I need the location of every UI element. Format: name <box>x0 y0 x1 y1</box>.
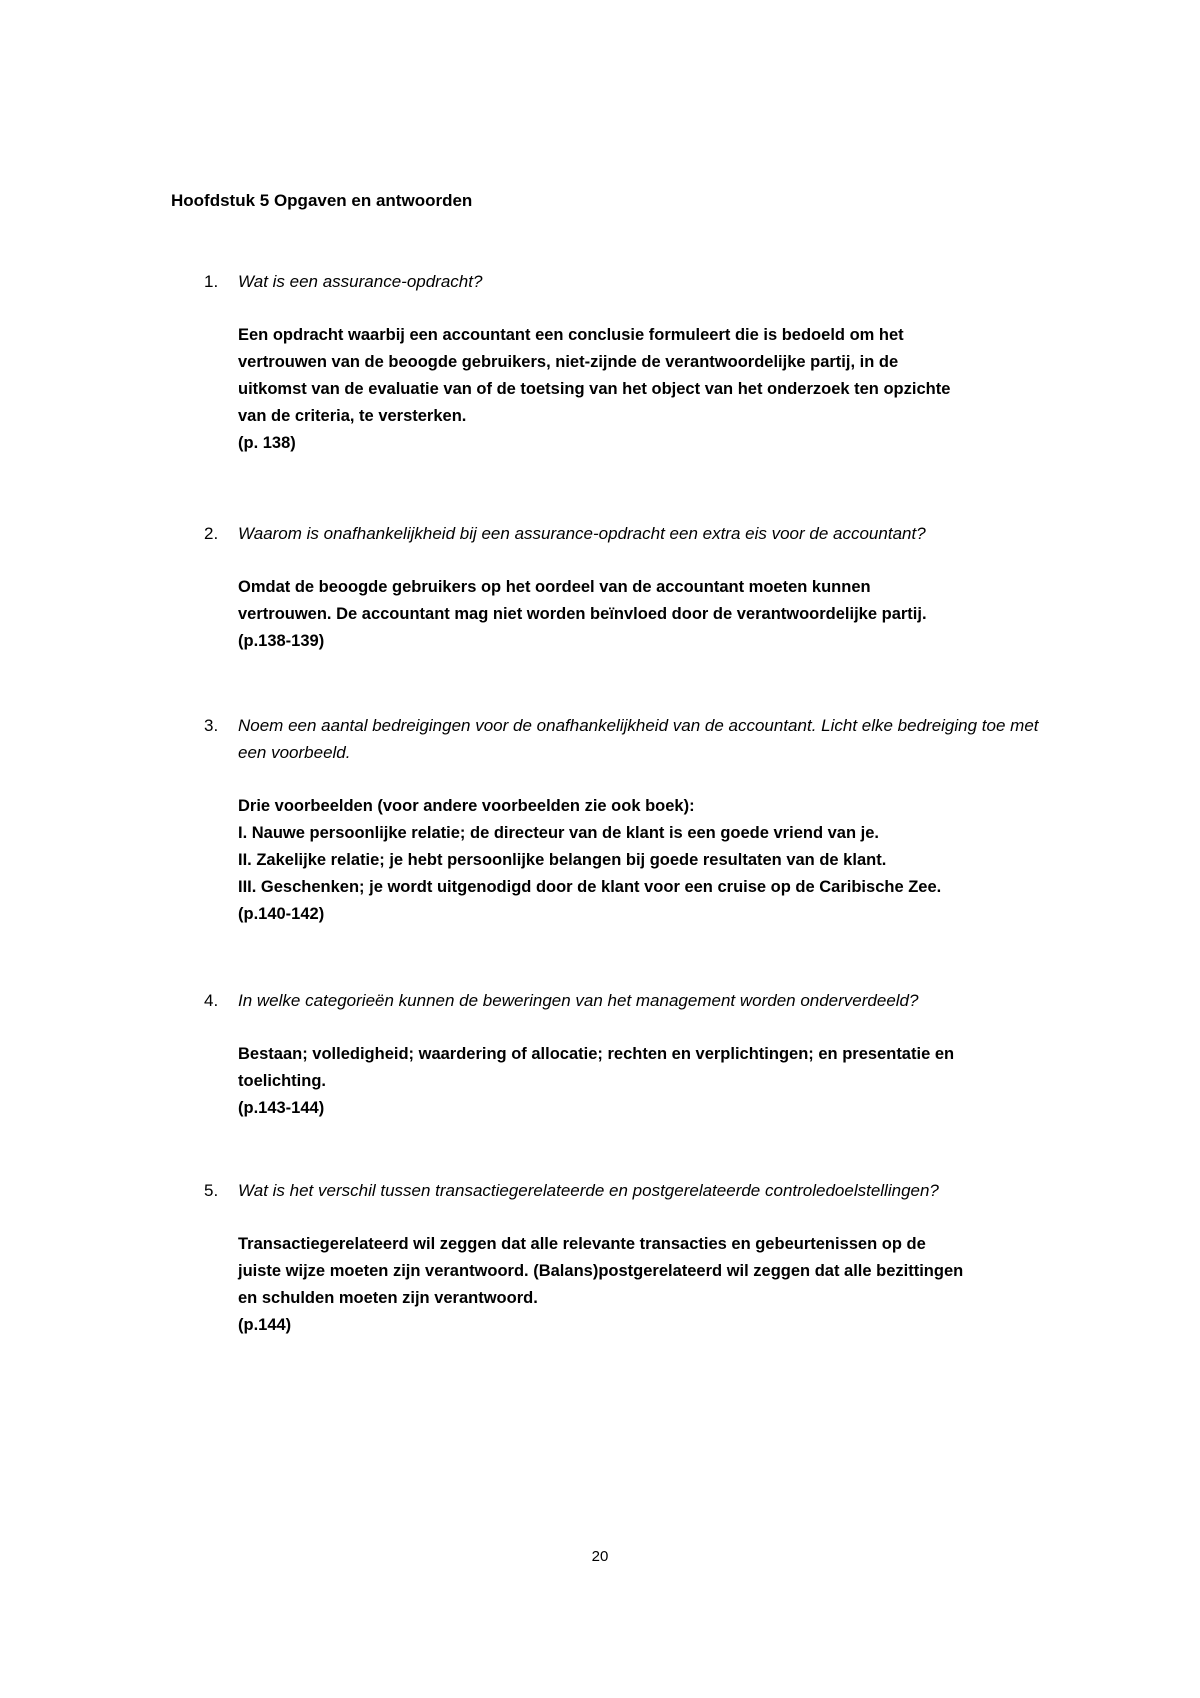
answer-line: vertrouwen. De accountant mag niet worden beïnvloed door de verantwoordelijke partij. <box>238 605 927 623</box>
answer-line: Omdat de beoogde gebruikers op het oordeel van de accountant moeten kunnen <box>238 578 871 596</box>
answer-line: I. Nauwe persoonlijke relatie; de directeur van de klant is een goede vriend van je. <box>238 824 879 842</box>
answer-line: toelichting. <box>238 1072 326 1090</box>
question-text: Wat is een assurance-opdracht? <box>238 272 483 291</box>
answer-line: II. Zakelijke relatie; je hebt persoonlijke belangen bij goede resultaten van de klant. <box>238 851 887 869</box>
page-reference: (p. 138) <box>238 434 296 452</box>
page-reference: (p.140-142) <box>238 905 325 923</box>
question-3 <box>171 712 1051 766</box>
answer-line: Transactiegerelateerd wil zeggen dat alle relevante transacties en gebeurtenissen op de <box>238 1235 926 1253</box>
answer-line: van de criteria, te versterken. <box>238 407 467 425</box>
answer-line: Drie voorbeelden (voor andere voorbeelden zie ook boek): <box>238 797 695 815</box>
page-title: Hoofdstuk 5 Opgaven en antwoorden <box>171 191 473 210</box>
question-number: 3. <box>204 716 219 735</box>
qa-item-2 <box>171 520 1051 655</box>
question-text: Waarom is onafhankelijkheid bij een assurance-opdracht een extra eis voor de accountant? <box>238 524 926 543</box>
question-text: Wat is het verschil tussen transactiegerelateerde en postgerelateerde controledoelstellingen? <box>238 1181 939 1200</box>
page-reference: (p.138-139) <box>238 632 325 650</box>
question-number: 2. <box>204 524 219 543</box>
qa-item-4 <box>171 987 1051 1122</box>
answer-1 <box>171 322 1051 457</box>
question-number: 4. <box>204 991 219 1010</box>
answer-line: uitkomst van de evaluatie van of de toetsing van het object van het onderzoek ten opzichte <box>238 380 951 398</box>
answer-line: en schulden moeten zijn verantwoord. <box>238 1289 538 1307</box>
question-number: 1. <box>204 272 219 291</box>
answer-2 <box>171 574 1051 655</box>
answer-4 <box>171 1041 1051 1122</box>
page-reference: (p.144) <box>238 1316 292 1334</box>
question-text: In welke categorieën kunnen de beweringen van het management worden onderverdeeld? <box>238 991 919 1010</box>
qa-item-5 <box>171 1177 1051 1339</box>
question-1 <box>171 268 1051 295</box>
answer-line: III. Geschenken; je wordt uitgenodigd door de klant voor een cruise op de Caribische Zee. <box>238 878 942 896</box>
question-4 <box>171 987 1051 1014</box>
question-2 <box>171 520 1051 547</box>
answer-line: Een opdracht waarbij een accountant een conclusie formuleert die is bedoeld om het <box>238 326 904 344</box>
question-number: 5. <box>204 1181 219 1200</box>
question-text: Noem een aantal bedreigingen voor de onafhankelijkheid van de accountant. Licht elke bedreiging toe met een voorbeeld. <box>238 716 1039 762</box>
question-5 <box>171 1177 1051 1204</box>
answer-line: Bestaan; volledigheid; waardering of allocatie; rechten en verplichtingen; en presentatie en <box>238 1045 955 1063</box>
page-number: 20 <box>591 1548 609 1565</box>
answer-line: juiste wijze moeten zijn verantwoord. (Balans)postgerelateerd wil zeggen dat alle bezittingen <box>238 1262 964 1280</box>
qa-item-1 <box>171 268 1051 457</box>
answer-3 <box>171 793 1051 928</box>
page-reference: (p.143-144) <box>238 1099 325 1117</box>
qa-item-3 <box>171 712 1051 928</box>
answer-line: vertrouwen van de beoogde gebruikers, niet-zijnde de verantwoordelijke partij, in de <box>238 353 899 371</box>
answer-5 <box>171 1231 1051 1339</box>
